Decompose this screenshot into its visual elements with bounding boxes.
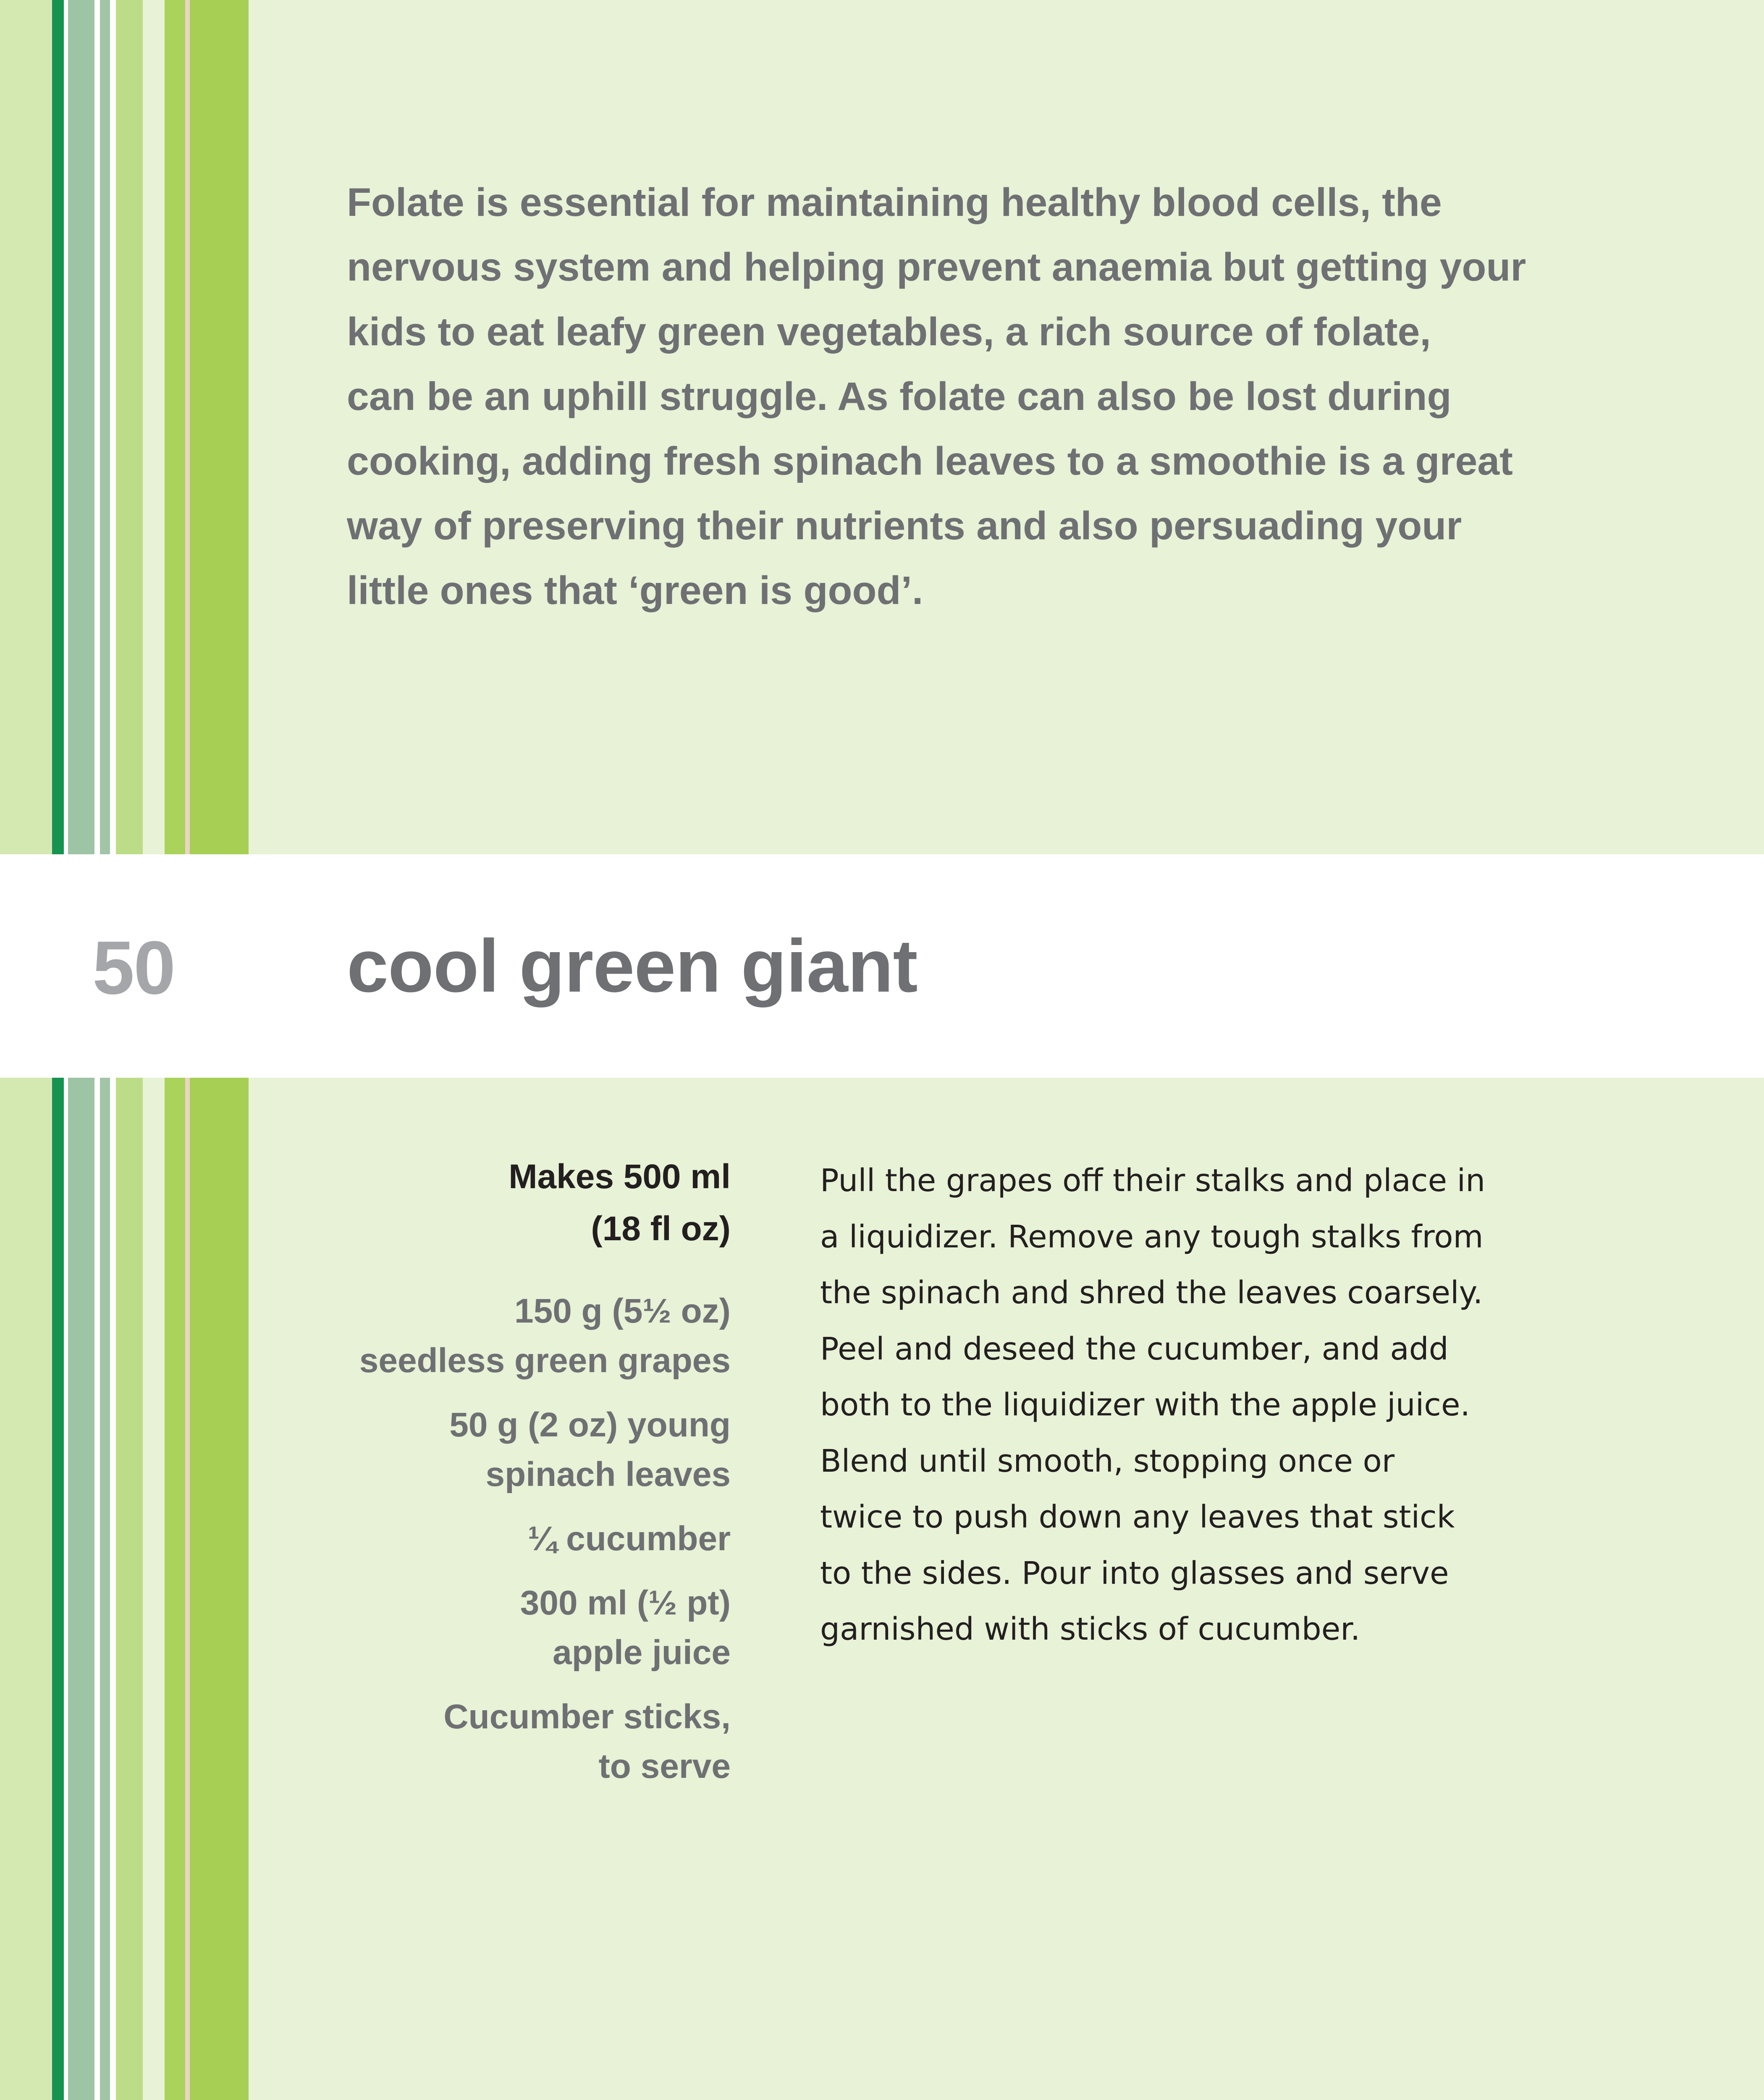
ingredient-item bbox=[319, 1514, 731, 1564]
ingredient-line: spinach leaves bbox=[485, 1455, 731, 1494]
intro-line: Folate is essential for maintaining healthy blood cells, the bbox=[347, 180, 1442, 225]
intro-line: can be an uphill struggle. As folate can also be lost during bbox=[347, 374, 1452, 419]
ingredient-item bbox=[319, 1286, 731, 1386]
ingredient-line: apple juice bbox=[553, 1633, 731, 1672]
method-line: Pull the grapes off their stalks and place in bbox=[820, 1163, 1486, 1199]
ingredient-line: 300 ml (½ pt) bbox=[520, 1584, 731, 1622]
intro-line: little ones that ‘green is good’. bbox=[347, 568, 923, 613]
recipe-title: cool green giant bbox=[347, 924, 917, 1008]
yield-line: (18 fl oz) bbox=[591, 1210, 731, 1248]
ingredient-item bbox=[319, 1578, 731, 1677]
intro-paragraph bbox=[347, 170, 1565, 623]
intro-line: nervous system and helping prevent anaemia but getting your bbox=[347, 245, 1526, 289]
ingredient-line: 50 g (2 oz) young bbox=[449, 1406, 731, 1444]
recipe-yield bbox=[319, 1151, 731, 1255]
ingredient-line: seedless green grapes bbox=[359, 1341, 731, 1380]
ingredient-line: ¼ cucumber bbox=[527, 1520, 731, 1558]
method-line: twice to push down any leaves that stick bbox=[820, 1499, 1455, 1535]
recipe-number: 50 bbox=[92, 926, 175, 1010]
ingredient-item bbox=[319, 1400, 731, 1499]
method-line: garnished with sticks of cucumber. bbox=[820, 1611, 1360, 1647]
method-line: a liquidizer. Remove any tough stalks from bbox=[820, 1218, 1484, 1255]
intro-line: cooking, adding fresh spinach leaves to a smoothie is a great bbox=[347, 439, 1513, 483]
ingredient-line: to serve bbox=[598, 1747, 731, 1785]
yield-line: Makes 500 ml bbox=[508, 1158, 731, 1196]
method-line: to the sides. Pour into glasses and serve bbox=[820, 1555, 1449, 1591]
ingredient-line: 150 g (5½ oz) bbox=[514, 1292, 731, 1330]
ingredient-line: Cucumber sticks, bbox=[443, 1698, 731, 1736]
ingredient-item bbox=[319, 1692, 731, 1791]
method-line: the spinach and shred the leaves coarsely. bbox=[820, 1275, 1483, 1311]
method-paragraph bbox=[820, 1153, 1567, 1658]
intro-line: kids to eat leafy green vegetables, a rich source of folate, bbox=[347, 310, 1431, 354]
method-line: both to the liquidizer with the apple juice. bbox=[820, 1387, 1470, 1423]
method-line: Blend until smooth, stopping once or bbox=[820, 1443, 1395, 1479]
ingredients-list bbox=[319, 1151, 731, 1806]
method-line: Peel and deseed the cucumber, and add bbox=[820, 1331, 1449, 1367]
intro-line: way of preserving their nutrients and also persuading your bbox=[347, 504, 1462, 548]
